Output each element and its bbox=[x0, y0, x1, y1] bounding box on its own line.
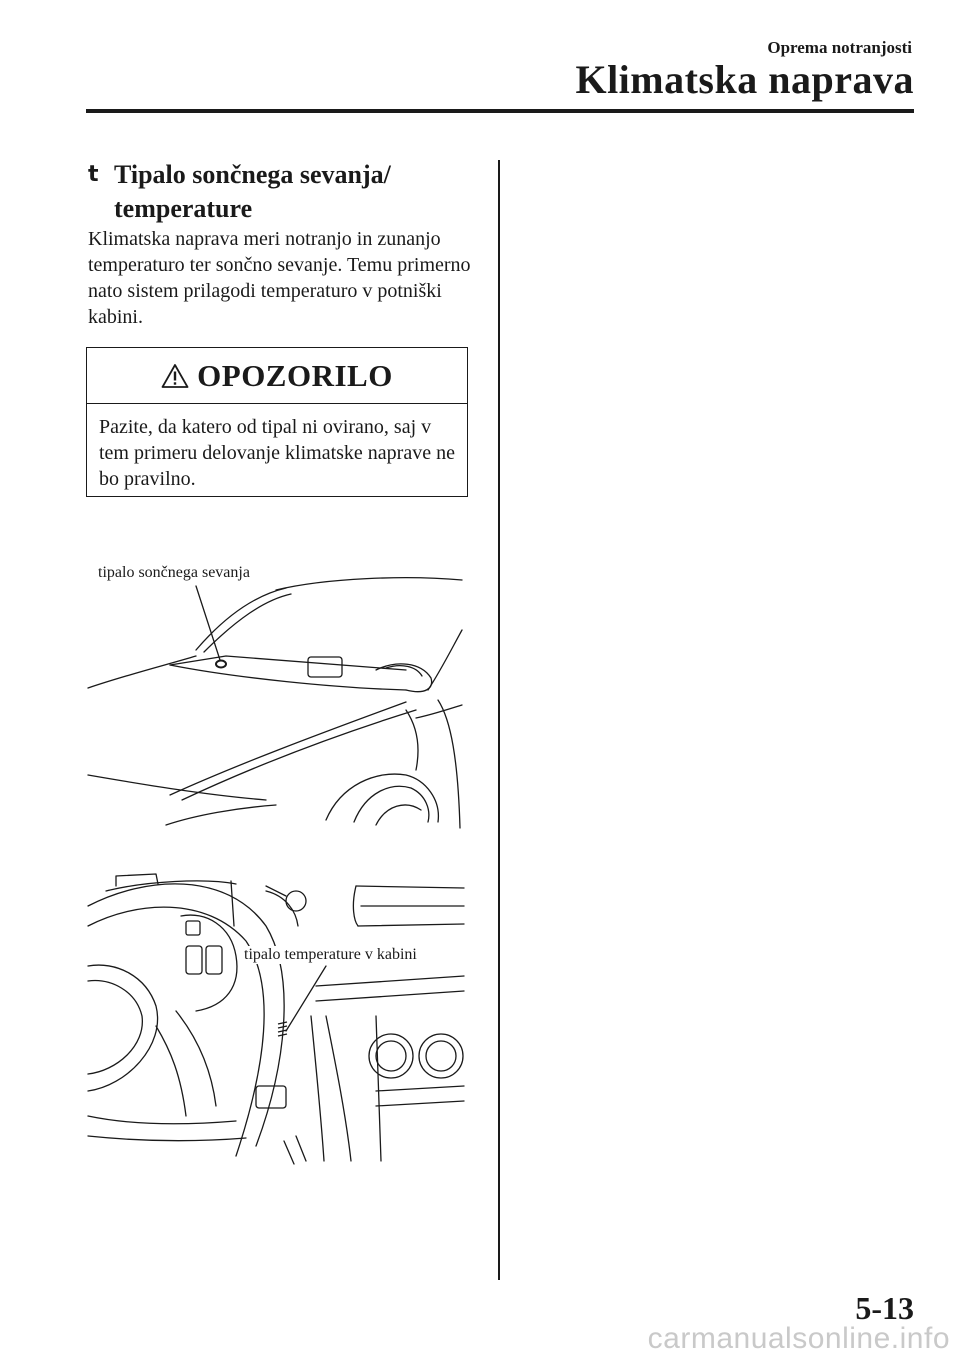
sunlight-sensor-figure bbox=[86, 560, 466, 835]
watermark: carmanualsonline.info bbox=[647, 1322, 950, 1355]
section-heading-text: Tipalo sončnega sevanja/ temperature bbox=[114, 160, 391, 223]
page-title: Klimatska naprava bbox=[575, 57, 914, 102]
column-divider bbox=[498, 160, 500, 1280]
header-rule bbox=[86, 109, 914, 113]
section-bullet: t bbox=[88, 162, 99, 187]
section-heading bbox=[88, 158, 488, 226]
cabin-sensor-figure bbox=[86, 866, 466, 1166]
warning-box bbox=[86, 347, 468, 497]
sunlight-sensor-dot bbox=[216, 661, 226, 668]
page-number: 5-13 bbox=[855, 1290, 914, 1326]
steering-wheel-illustration bbox=[86, 866, 466, 1166]
warning-title: OPOZORILO bbox=[197, 357, 393, 393]
sunlight-sensor-label: tipalo sončnega sevanja bbox=[98, 564, 250, 581]
warning-body: Pazite, da katero od tipal ni ovirano, saj v tem primeru delovanje klimatske naprave ne bo pravilno. bbox=[99, 416, 455, 490]
chapter-name: Oprema notranjosti bbox=[767, 38, 912, 57]
windshield-illustration bbox=[86, 560, 466, 835]
warning-triangle-icon bbox=[161, 363, 189, 389]
warning-header bbox=[87, 348, 467, 404]
cabin-temperature-sensor-label: tipalo temperature v kabini bbox=[244, 946, 417, 963]
section-body: Klimatska naprava meri notranjo in zunanjo temperaturo ter sončno sevanje. Temu primerno nato sistem prilagodi temperaturo v potniški kabini. bbox=[88, 228, 471, 328]
